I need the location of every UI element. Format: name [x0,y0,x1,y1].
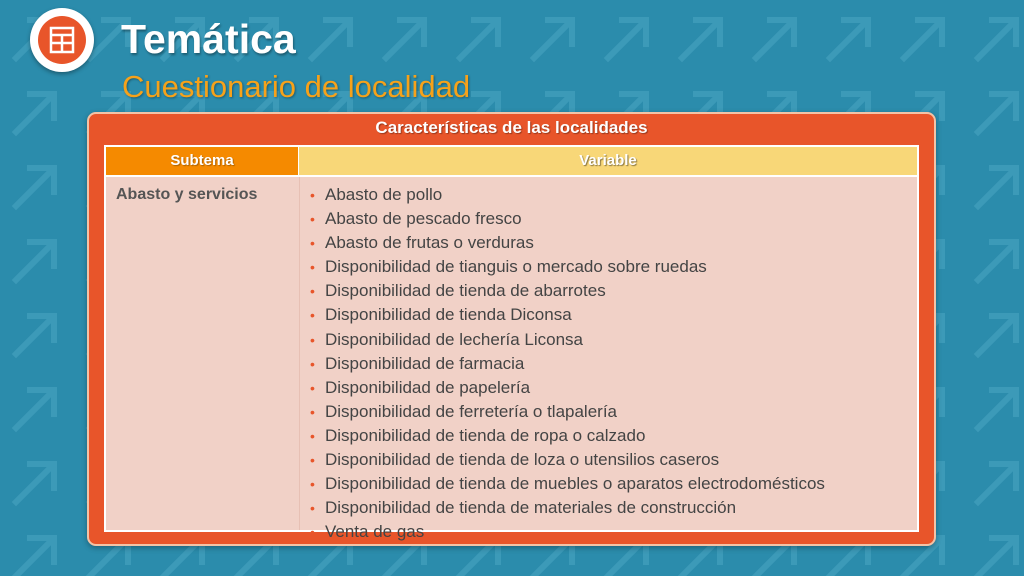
list-item: • Venta de gas [310,520,825,544]
bullet-icon: • [310,211,315,228]
list-item: • Disponibilidad de tienda de abarrotes [310,279,825,303]
column-header-variable: Variable [299,147,917,175]
app-logo [30,8,94,72]
list-item: • Disponibilidad de tienda de muebles o aparatos electrodomésticos [310,472,825,496]
bullet-icon: • [310,187,315,203]
column-divider [299,177,300,530]
bullet-icon: • [310,427,315,444]
list-item: • Disponibilidad de ferretería o tlapalería [310,400,825,424]
variables-table [104,145,919,542]
list-item: • Disponibilidad de farmacia [310,352,825,376]
list-item: • Abasto de frutas o verduras [310,231,825,255]
bullet-icon: • [310,524,315,541]
list-item: • Disponibilidad de tianguis o mercado sobre ruedas [310,255,825,279]
page-title: Temática [121,16,296,62]
list-item: • Disponibilidad de tienda de loza o utensilios caseros [310,448,825,472]
bullet-icon: • [310,331,315,348]
list-item: • Abasto de pollo [310,183,825,207]
bullet-icon: • [310,307,315,324]
list-item: • Disponibilidad de tienda de materiales de construcción [310,496,825,520]
header-divider [106,175,917,177]
characteristics-panel [87,112,936,546]
panel-title: Características de las localidades [375,118,648,137]
page-subtitle: Cuestionario de localidad [122,69,471,104]
bullet-icon: • [310,500,315,517]
bullet-icon: • [310,259,315,276]
bullet-icon: • [310,283,315,300]
variable-list [310,183,825,544]
list-item: • Disponibilidad de lechería Liconsa [310,328,825,352]
subtema-cell: Abasto y servicios [116,186,258,203]
list-item: • Disponibilidad de tienda Diconsa [310,303,825,327]
window-grid-icon [38,16,86,64]
bullet-icon: • [310,355,315,372]
bullet-icon: • [310,379,315,396]
bullet-icon: • [310,452,315,469]
list-item: • Abasto de pescado fresco [310,207,825,231]
bullet-icon: • [310,235,315,252]
list-item: • Disponibilidad de tienda de ropa o calzado [310,424,825,448]
bullet-icon: • [310,403,315,420]
bullet-icon: • [310,476,315,493]
list-item: • Disponibilidad de papelería [310,376,825,400]
column-header-subtema: Subtema [106,147,299,175]
